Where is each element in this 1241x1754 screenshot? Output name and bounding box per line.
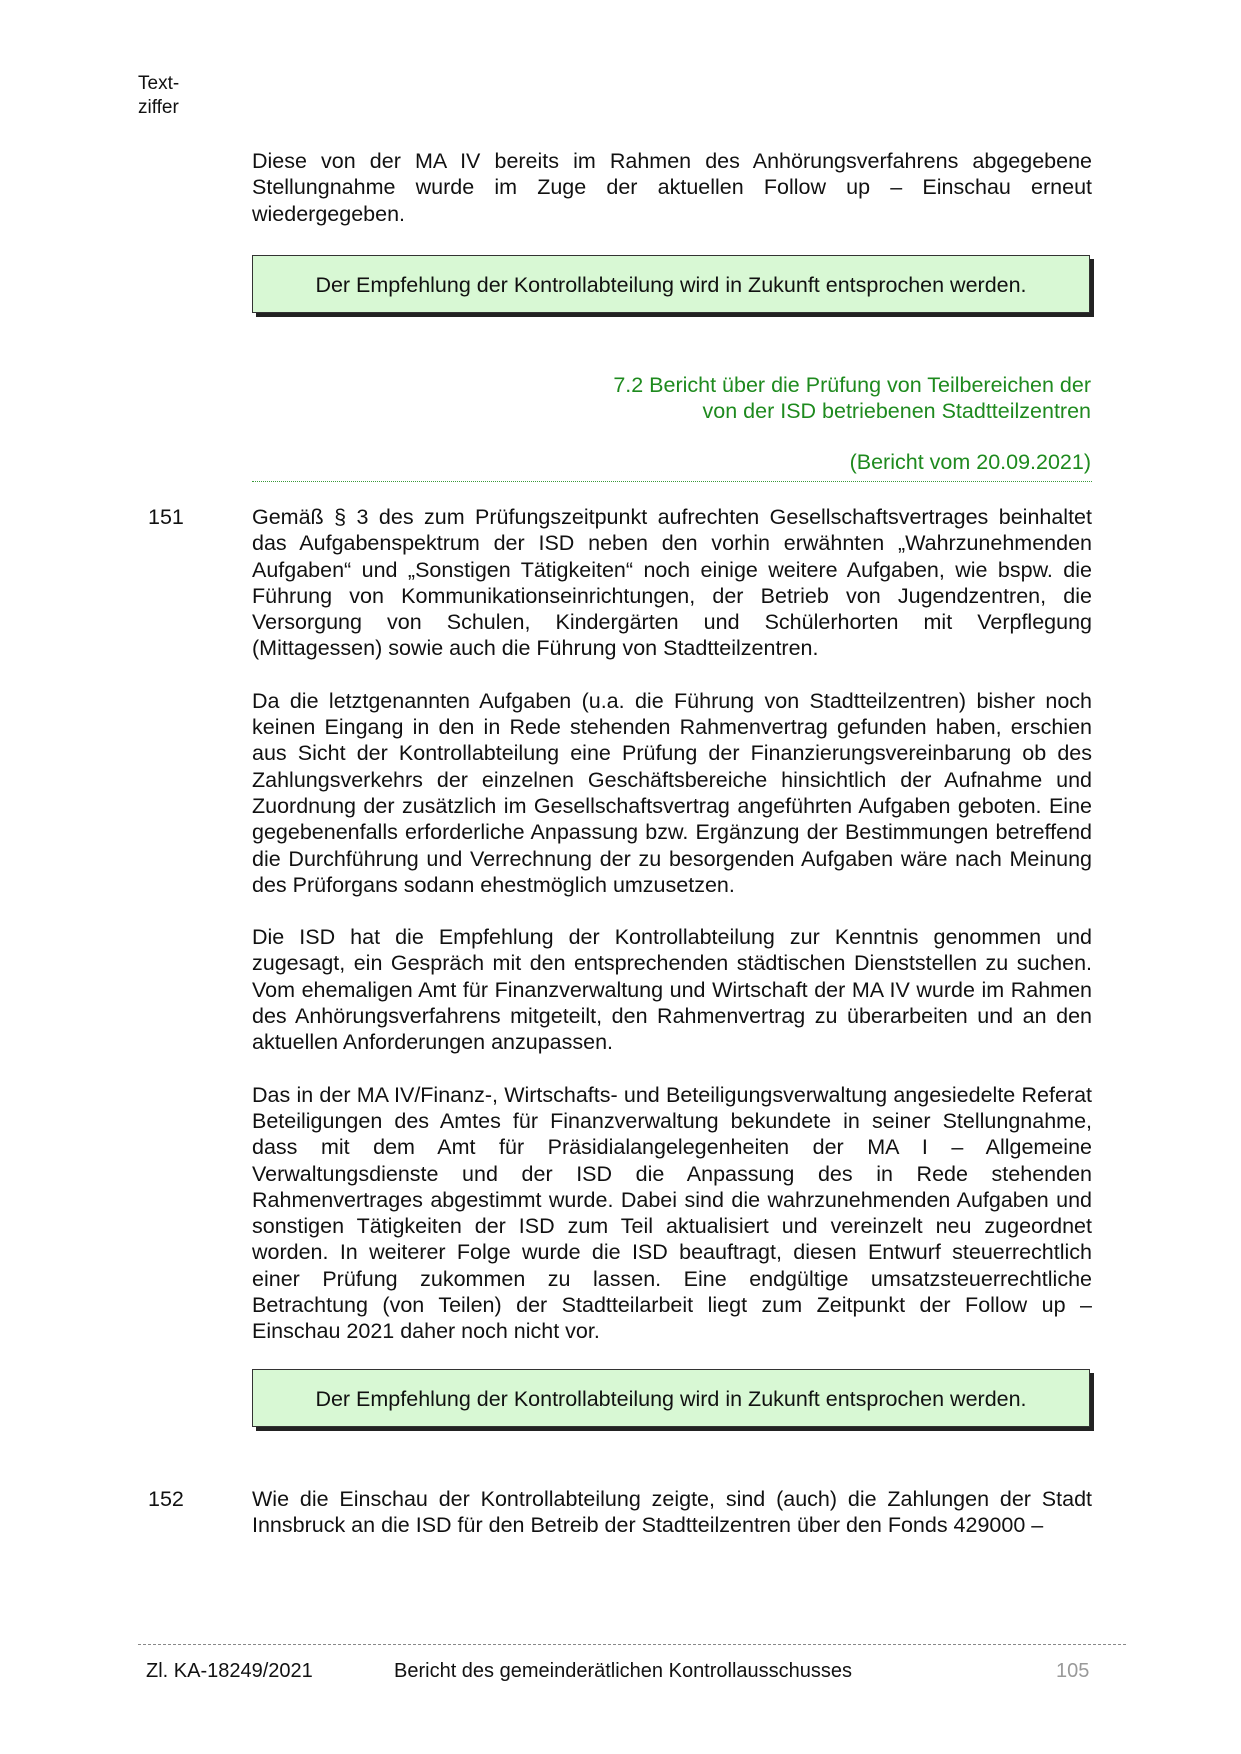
- footer-reference: Zl. KA-18249/2021: [146, 1660, 313, 1682]
- tz152-block: [252, 1486, 1092, 1539]
- margin-label: [138, 72, 179, 120]
- tz151-paragraph-4: Das in der MA IV/Finanz-, Wirtschafts- und Beteiligungsverwaltung angesiedelte Referat Beteiligungen des Amtes für Finanzverwaltung bekundete in seiner Stellungnahme, dass mit dem Amt für Präsidialangelegenheiten der MA I – Allgemeine Verwaltungsdienste und der ISD die Anpassung des in Rede stehenden Rahmenvertrages abgestimmt wurde. Dabei sind die wahrzunehmenden Aufgaben und sonstigen Tätigkeiten der ISD zum Teil aktualisiert und vereinzelt neu zugeordnet worden. In weiterer Folge wurde die ISD beauftragt, diesen Entwurf steuerrechtlich einer Prüfung zukommen zu lassen. Eine endgültige umsatzsteuerrechtliche Betrachtung (von Teilen) der Stadtteilarbeit liegt zum Zeitpunkt der Follow up – Einschau 2021 daher noch nicht vor.: [252, 1082, 1092, 1344]
- intro-block: [252, 148, 1092, 227]
- section-heading: [613, 372, 1091, 424]
- section-heading-line2: von der ISD betriebenen Stadtteilzentren: [702, 399, 1091, 423]
- margin-label-line2: ziffer: [138, 97, 179, 118]
- footer-title: Bericht des gemeinderätlichen Kontrollausschusses: [394, 1660, 853, 1682]
- section-divider: [252, 481, 1092, 482]
- section-heading-line1: 7.2 Bericht über die Prüfung von Teilbereichen der: [613, 373, 1091, 397]
- report-date: (Bericht vom 20.09.2021): [849, 450, 1091, 474]
- tz151-block: [252, 504, 1092, 1345]
- tz151-paragraph-3: Die ISD hat die Empfehlung der Kontrollabteilung zur Kenntnis genommen und zugesagt, ein Gespräch mit den entsprechenden städtischen Dienststellen zu suchen. Vom ehemaligen Amt für Finanzverwaltung und Wirtschaft der MA IV wurde im Rahmen des Anhörungsverfahrens mitgeteilt, den Rahmenvertrag zu überarbeiten und an den aktuellen Anforderungen anzupassen.: [252, 925, 1092, 1055]
- recommendation-box-2: Der Empfehlung der Kontrollabteilung wird in Zukunft entsprochen werden.: [252, 1369, 1090, 1427]
- intro-paragraph: Diese von der MA IV bereits im Rahmen des Anhörungsverfahrens abgegebene Stellungnahme wurde im Zuge der aktuellen Follow up – Einschau erneut wiedergegeben.: [252, 149, 1092, 226]
- tz151-paragraph-2: Da die letztgenannten Aufgaben (u.a. die Führung von Stadtteilzentren) bisher noch keinen Eingang in den in Rede stehenden Rahmenvertrag gefunden haben, erschien aus Sicht der Kontrollabteilung eine Prüfung der Finanzierungsvereinbarung ob des Zahlungsverkehrs der einzelnen Geschäftsbereiche hinsichtlich der Aufnahme und Zuordnung der zusätzlich im Gesellschaftsvertrag angeführten Aufgaben geboten. Eine gegebenenfalls erforderliche Anpassung bzw. Ergänzung der Bestimmungen betreffend die Durchführung und Verrechnung der zu besorgenden Aufgaben wäre nach Meinung des Prüforgans sodann ehestmöglich umzusetzen.: [252, 688, 1092, 897]
- page-number: 105: [1056, 1660, 1090, 1682]
- textziffer-152: 152: [148, 1487, 184, 1511]
- margin-label-line1: Text-: [138, 73, 180, 94]
- textziffer-151: 151: [148, 505, 184, 529]
- recommendation-box-1: Der Empfehlung der Kontrollabteilung wird in Zukunft entsprochen werden.: [252, 255, 1090, 313]
- tz152-paragraph-1: Wie die Einschau der Kontrollabteilung zeigte, sind (auch) die Zahlungen der Stadt Innsbruck an die ISD für den Betreib der Stadtteilzentren über den Fonds 429000 –: [252, 1487, 1092, 1538]
- tz151-paragraph-1: Gemäß § 3 des zum Prüfungszeitpunkt aufrechten Gesellschaftsvertrages beinhaltet das Aufgabenspektrum der ISD neben den vorhin erwähnten „Wahrzunehmenden Aufgaben“ und „Sonstigen Tätigkeiten“ noch einige weitere Aufgaben, wie bspw. die Führung von Kommunikationseinrichtungen, der Betrieb von Jugendzentren, die Versorgung von Schulen, Kindergärten und Schülerhorten mit Verpflegung (Mittagessen) sowie auch die Führung von Stadtteilzentren.: [252, 505, 1092, 661]
- footer-divider: [138, 1644, 1126, 1645]
